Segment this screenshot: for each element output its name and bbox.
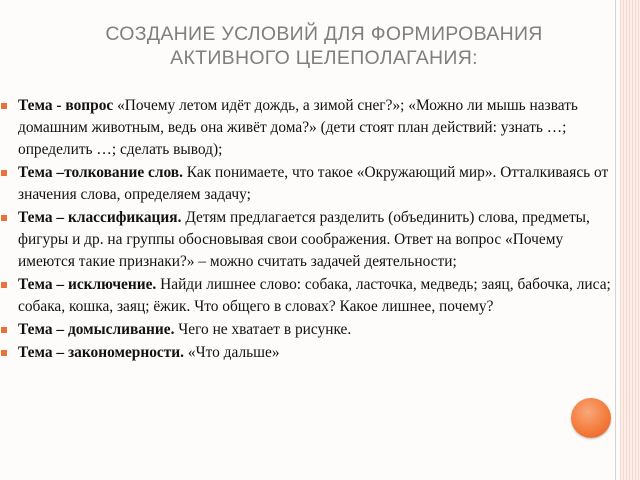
item-text: Как понимаете, что такое «Окружающий мир». Отталкиваясь от значения слова, определяем задачу;: [18, 164, 609, 203]
item-text: Найди лишнее слово: собака, ласточка, медведь; заяц, бабочка, лиса; собака, кошка, заяц; ёжик. Что общего в словах? Какое лишнее, почему?: [18, 276, 611, 315]
square-bullet-icon: [1, 170, 7, 176]
item-topic: Тема – исключение.: [18, 276, 157, 293]
item-topic: Тема – домысливание.: [18, 321, 175, 338]
square-bullet-icon: [1, 282, 7, 288]
list-item: [0, 162, 618, 206]
item-text: «Почему летом идёт дождь, а зимой снег?»; «Можно ли мышь назвать домашним животным, ведь она живёт дома?» (дети стоят план действий: узнать …; определить …; сделать вывод);: [18, 97, 578, 158]
list-item: [0, 342, 618, 364]
item-text: «Что дальше»: [184, 344, 280, 361]
list-item: [0, 319, 618, 341]
decorative-stripe: [620, 0, 640, 480]
square-bullet-icon: [1, 215, 7, 221]
item-text: Чего не хватает в рисунке.: [174, 321, 352, 338]
item-topic: Тема – классификация.: [18, 209, 182, 226]
item-topic: Тема –толкование слов.: [18, 164, 183, 181]
list-item: [0, 274, 618, 318]
square-bullet-icon: [1, 350, 7, 356]
item-topic: Тема - вопрос: [18, 97, 114, 114]
list-item: [0, 95, 618, 161]
list-item: [0, 207, 618, 273]
square-bullet-icon: [1, 103, 7, 109]
square-bullet-icon: [1, 327, 7, 333]
bullet-list: [0, 95, 618, 365]
item-text: Детям предлагается разделить (объединить) слова, предметы, фигуры и др. на группы обосновывая свои соображения. Ответ на вопрос «Почему имеются такие признаки?» – можно считать задачей деятельности;: [18, 209, 590, 270]
decorative-orb-icon: [571, 398, 611, 438]
slide-title: СОЗДАНИЕ УСЛОВИЙ ДЛЯ ФОРМИРОВАНИЯ АКТИВНОГО ЦЕЛЕПОЛАГАНИЯ:: [105, 23, 543, 69]
item-topic: Тема – закономерности.: [18, 344, 185, 361]
